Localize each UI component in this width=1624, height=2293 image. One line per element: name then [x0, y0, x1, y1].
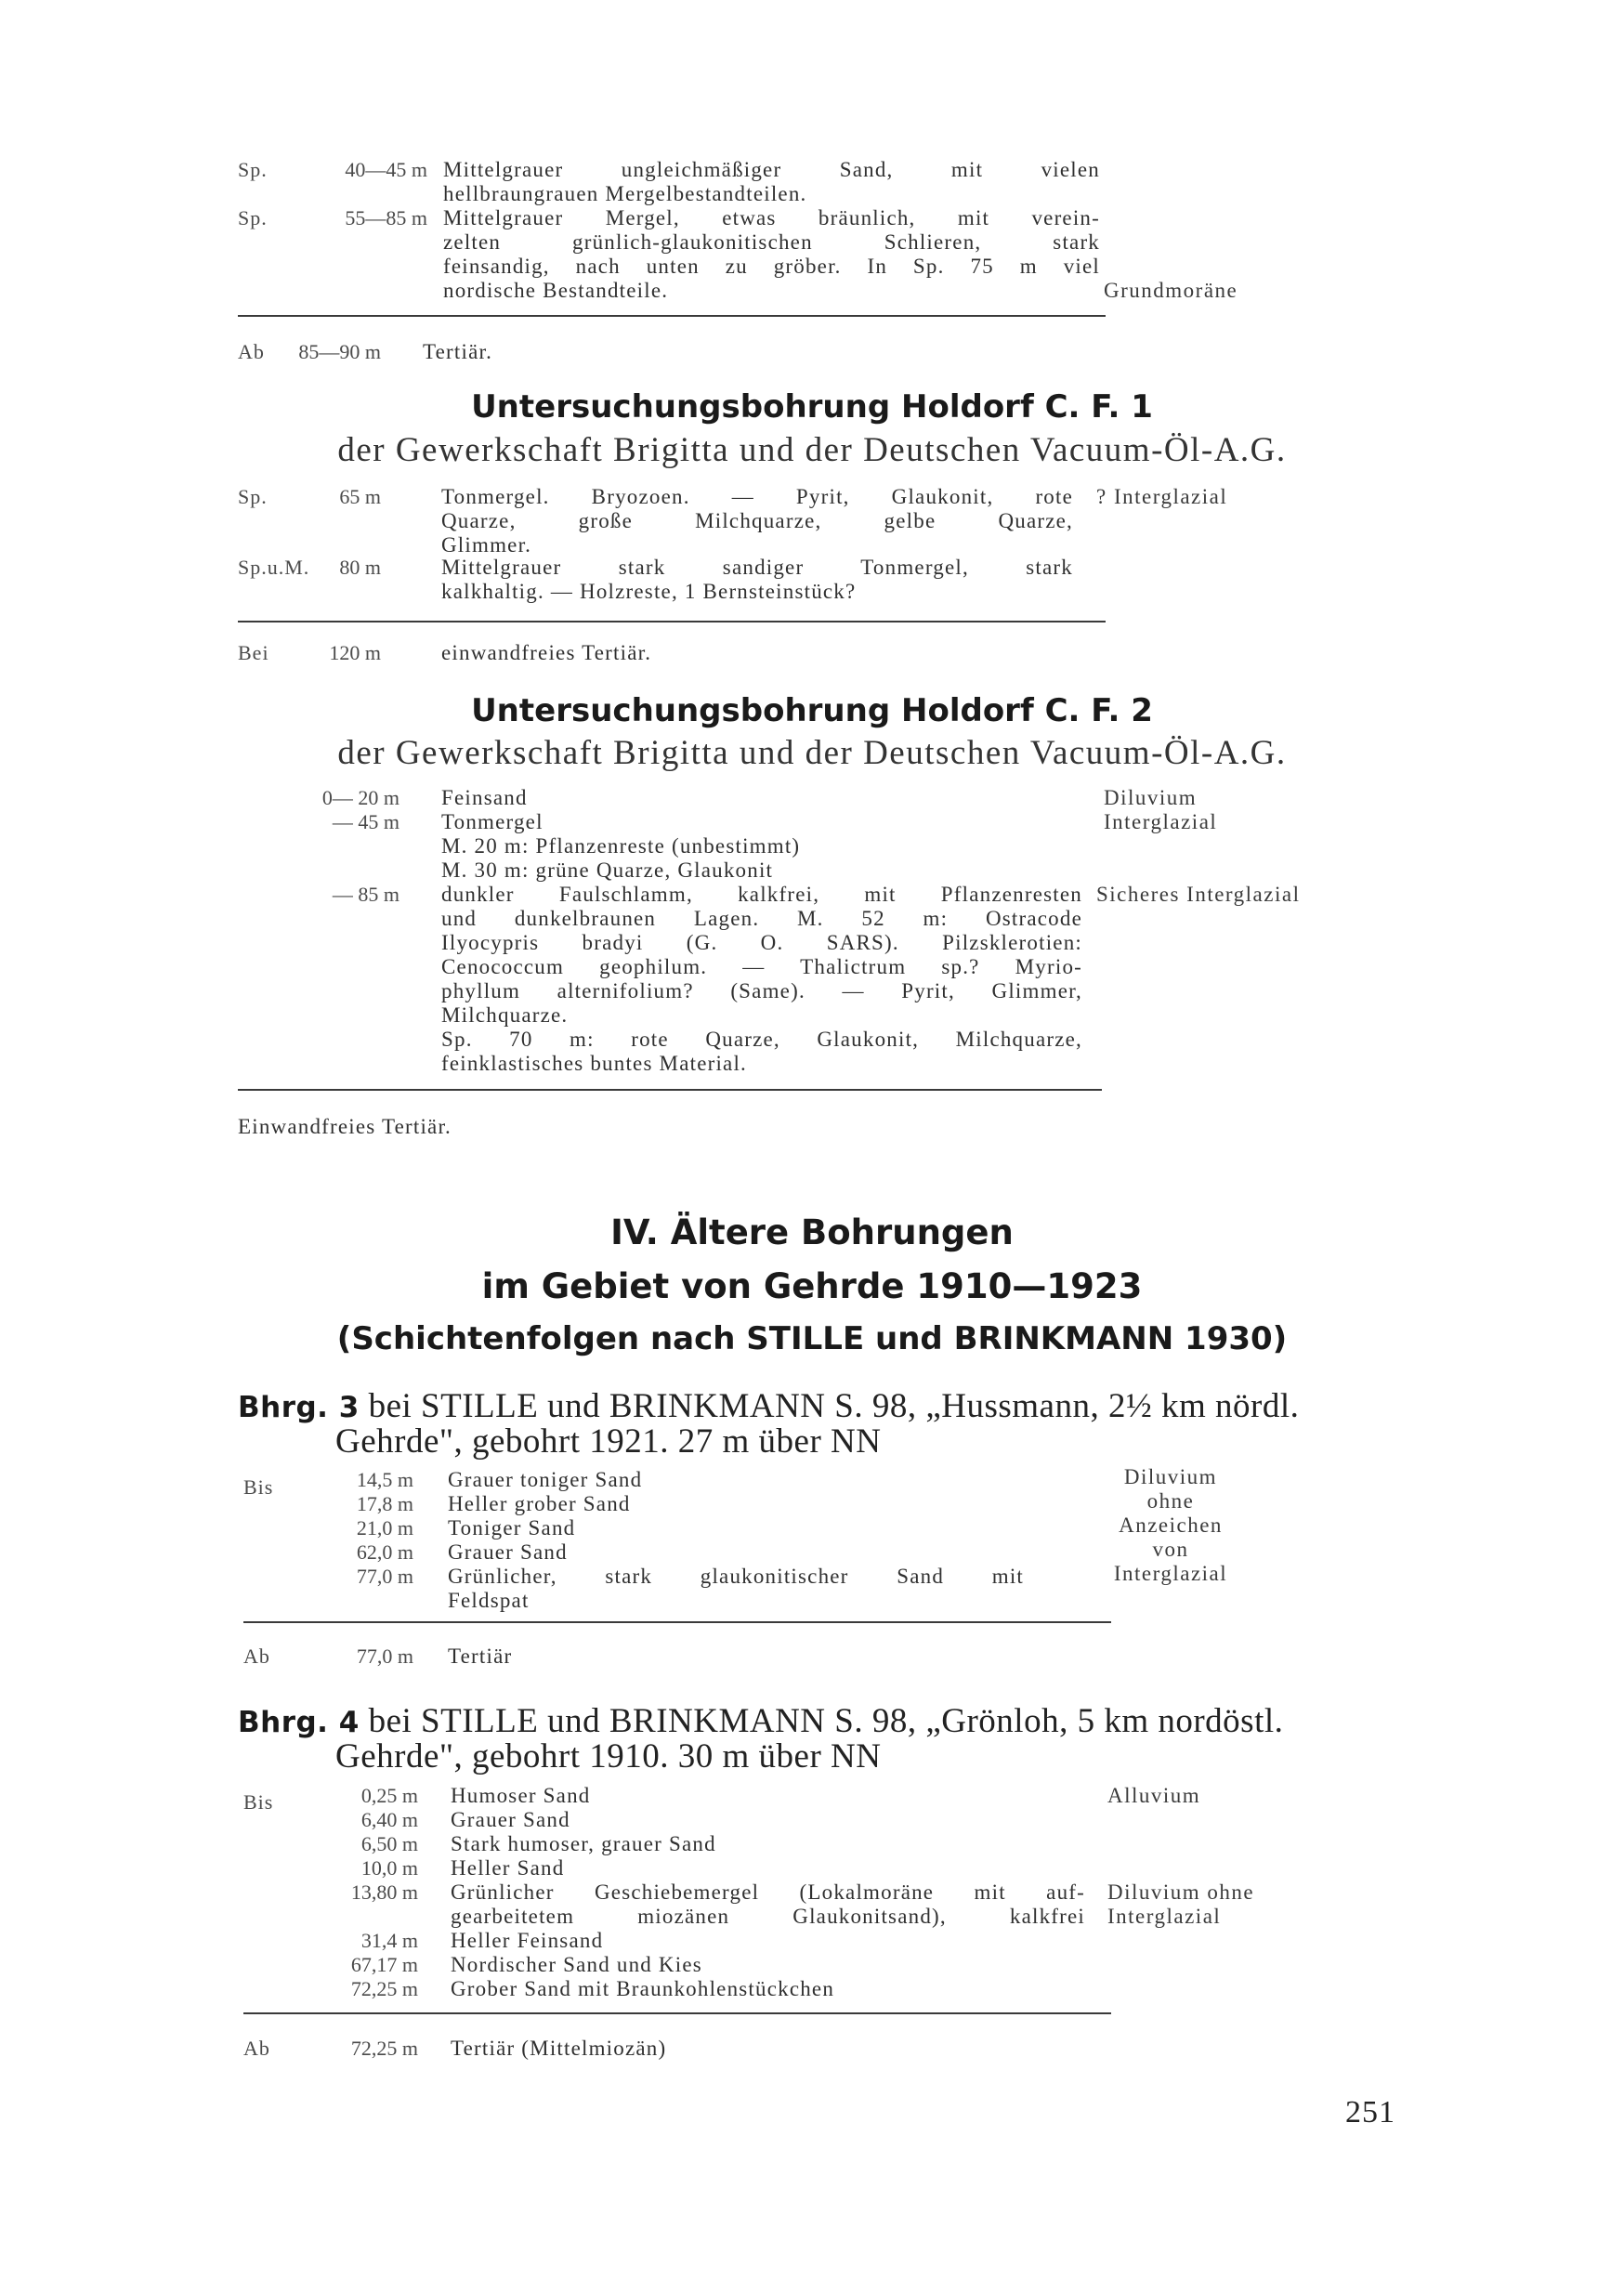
layer-description: Tonmergel M. 20 m: Pflanzenreste (unbestimmt) M. 30 m: grüne Quarze, Glaukonit — [441, 810, 801, 882]
depth-value: 72,25 m — [350, 1977, 418, 2000]
borehole-line: Gehrde", gebohrt 1910. 30 m über NN — [335, 1737, 882, 1775]
layer-description: Tonmergel. Bryozoen. — Pyrit, Glaukonit, rote Quarze, große Milchquarze, gelbe Quarze, Glimmer. — [441, 485, 1073, 557]
depth-value: 17,8 m — [356, 1492, 413, 1515]
depth-value: 77,0 m — [356, 1644, 413, 1668]
stratigraphy-label: Alluvium — [1107, 1784, 1201, 1807]
borehole-label: Bhrg. 4 — [238, 1706, 360, 1739]
depth-value: 55—85 m — [345, 206, 427, 229]
depth-value: 21,0 m — [356, 1516, 413, 1540]
layer-description: Humoser Sand — [451, 1784, 591, 1807]
divider — [243, 1621, 1111, 1623]
borehole-line: Gehrde", gebohrt 1921. 27 m über NN — [335, 1422, 882, 1461]
depth-label: Bis — [243, 1475, 274, 1499]
depth-value: 6,40 m — [360, 1808, 418, 1831]
depth-value: 13,80 m — [350, 1880, 418, 1904]
depth-value: 62,0 m — [356, 1540, 413, 1564]
layer-description: Grünlicher Geschiebemergel (Lokalmoräne mit auf- gearbeitetem miozänen Glaukonitsand), kalkfrei — [451, 1880, 1085, 1928]
layer-description: Tertiär. — [423, 340, 493, 363]
depth-label: Sp. — [238, 485, 268, 508]
layer-description: Grauer toniger Sand — [448, 1468, 643, 1491]
divider — [238, 1089, 1102, 1091]
borehole-line: bei STILLE und BRINKMANN S. 98, „Hussmann, 2½ km nördl. — [368, 1387, 1300, 1425]
borehole-line: bei STILLE und BRINKMANN S. 98, „Grönloh, 5 km nordöstl. — [368, 1702, 1284, 1740]
depth-value: — 85 m — [332, 883, 399, 906]
depth-value: 72,25 m — [350, 2037, 418, 2060]
borehole-subtitle: der Gewerkschaft Brigitta und der Deutschen Vacuum-Öl-A.G. — [337, 431, 1287, 469]
depth-value: 85—90 m — [298, 340, 381, 363]
borehole-label: Bhrg. 3 — [238, 1391, 360, 1424]
depth-value: 0,25 m — [360, 1784, 418, 1807]
borehole-heading — [238, 1704, 1283, 1740]
stratigraphy-label: Diluvium ohne Anzeichen von Interglazial — [1113, 1465, 1228, 1585]
layer-description: Mittelgrauer ungleichmäßiger Sand, mit vielen hellbraungrauen Mergelbestandteilen. — [443, 158, 1100, 205]
depth-value: 67,17 m — [350, 1953, 418, 1976]
depth-value: 10,0 m — [360, 1856, 418, 1880]
section-heading: im Gebiet von Gehrde 1910—1923 — [481, 1266, 1143, 1306]
layer-description: Heller grober Sand — [448, 1492, 631, 1515]
depth-label: Sp. — [238, 206, 268, 229]
layer-description: Grünlicher, stark glaukonitischer Sand mit Feldspat — [448, 1565, 1024, 1612]
page-number: 251 — [1345, 2095, 1395, 2129]
divider — [238, 315, 1106, 317]
depth-value: 6,50 m — [360, 1832, 418, 1855]
stratigraphy-label: Sicheres Interglazial — [1096, 883, 1301, 906]
layer-description: Feinsand — [441, 786, 528, 809]
layer-description: Grober Sand mit Braunkohlenstückchen — [451, 1977, 835, 2000]
stratigraphy-label: Diluvium — [1104, 786, 1198, 809]
borehole-title: Untersuchungsbohrung Holdorf C. F. 2 — [471, 692, 1153, 729]
layer-description: Grauer Sand — [448, 1540, 568, 1564]
depth-label: Sp. — [238, 158, 268, 181]
depth-value: 120 m — [329, 641, 381, 664]
depth-value: — 45 m — [332, 810, 399, 833]
divider — [243, 2012, 1111, 2014]
section-heading: (Schichtenfolgen nach STILLE und BRINKMANN 1930) — [336, 1320, 1288, 1357]
layer-description: einwandfreies Tertiär. — [441, 641, 652, 664]
layer-description: Heller Sand — [451, 1856, 565, 1880]
depth-label: Bei — [238, 641, 269, 664]
layer-description: Nordischer Sand und Kies — [451, 1953, 702, 1976]
stratigraphy-label: Diluvium ohne — [1107, 1880, 1255, 1904]
stratigraphy-label: Interglazial — [1107, 1905, 1222, 1928]
depth-label: Ab — [243, 2037, 270, 2060]
layer-description: dunkler Faulschlamm, kalkfrei, mit Pflanzenresten und dunkelbraunen Lagen. M. 52 m: Ostracode Ilyocypris bradyi (G. O. SARS). Pilzsklerotien: Cenococcum geophilum. — Thalictrum sp.? Myrio- phyllum alternifolium? (Same). — Pyrit, Glimmer, Milchquarze. Sp. 70 m: rote Quarze, Glaukonit, Milchquarze, feinklastisches buntes Material. — [441, 883, 1082, 1075]
depth-value: 80 m — [339, 556, 381, 579]
section-heading: IV. Ältere Bohrungen — [610, 1212, 1014, 1252]
layer-description: Grauer Sand — [451, 1808, 570, 1831]
stratigraphy-label: ? Interglazial — [1096, 485, 1228, 508]
layer-description: Mittelgrauer stark sandiger Tonmergel, stark kalkhaltig. — Holzreste, 1 Bernsteinstück? — [441, 556, 1073, 603]
layer-description: Einwandfreies Tertiär. — [238, 1115, 452, 1138]
depth-value: 40—45 m — [345, 158, 427, 181]
stratigraphy-label: Interglazial — [1104, 810, 1218, 833]
layer-description: Mittelgrauer Mergel, etwas bräunlich, mit verein- zelten grünlich-glaukonitischen Schlieren, stark feinsandig, nach unten zu gröber. In Sp. 75 m viel nordische Bestandteile. — [443, 206, 1100, 302]
depth-value: 65 m — [339, 485, 381, 508]
layer-description: Stark humoser, grauer Sand — [451, 1832, 716, 1855]
borehole-title: Untersuchungsbohrung Holdorf C. F. 1 — [471, 388, 1153, 426]
layer-description: Toniger Sand — [448, 1516, 576, 1540]
depth-value: 31,4 m — [360, 1929, 418, 1952]
divider — [238, 621, 1106, 622]
stratigraphy-label: Grundmoräne — [1104, 279, 1238, 302]
layer-description: Heller Feinsand — [451, 1929, 604, 1952]
depth-value: 77,0 m — [356, 1565, 413, 1588]
depth-label: Bis — [243, 1790, 274, 1814]
depth-label: Ab — [238, 340, 265, 363]
borehole-heading — [238, 1389, 1299, 1425]
layer-description: Tertiär — [448, 1644, 513, 1668]
layer-description: Tertiär (Mittelmiozän) — [451, 2037, 667, 2060]
borehole-subtitle: der Gewerkschaft Brigitta und der Deutschen Vacuum-Öl-A.G. — [337, 734, 1287, 772]
depth-label: Ab — [243, 1644, 270, 1668]
depth-label: Sp.u.M. — [238, 556, 310, 579]
depth-value: 14,5 m — [356, 1468, 413, 1491]
depth-value: 0— 20 m — [321, 786, 399, 809]
